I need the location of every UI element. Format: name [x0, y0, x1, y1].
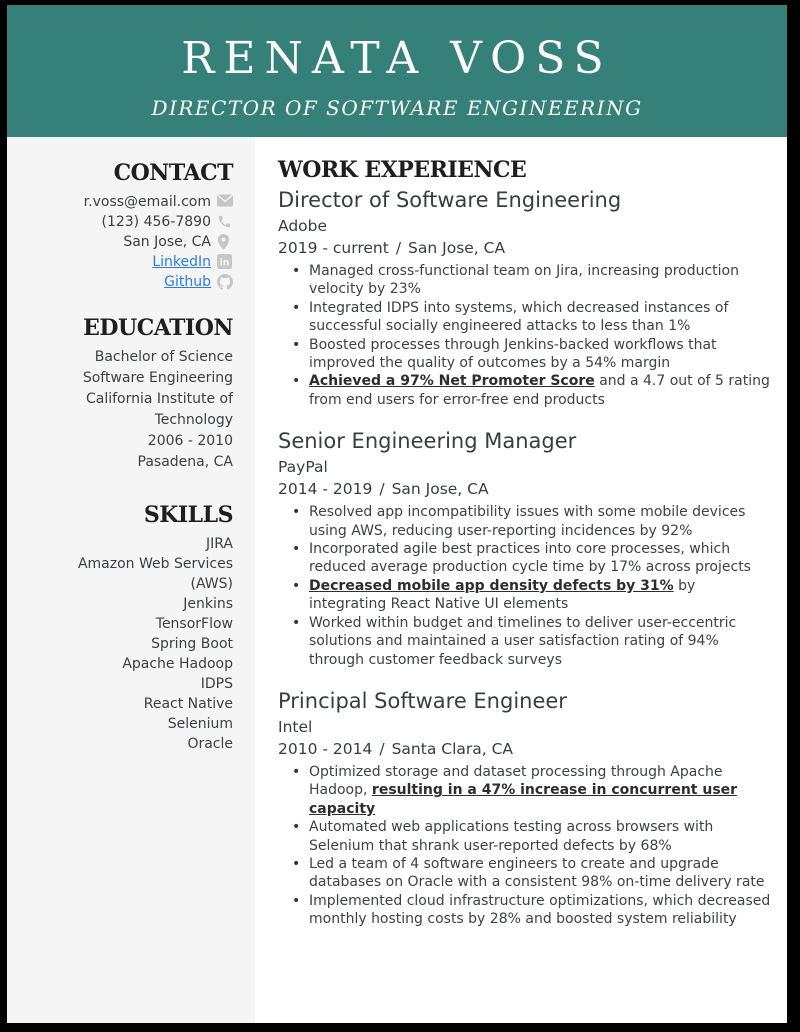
- resume-body: [7, 137, 787, 1023]
- bullet-text: Incorporated agile best practices into core processes, which reduced average production cycle time by 17% across projects: [309, 541, 751, 576]
- skill-item: Amazon Web Services (AWS): [77, 556, 233, 592]
- skills-heading: SKILLS: [143, 502, 233, 528]
- education-line: Bachelor of Science: [94, 349, 233, 365]
- contact-item: [48, 272, 233, 292]
- contact-item: [48, 232, 233, 252]
- contact-item: [48, 212, 233, 232]
- job-entry: [278, 689, 771, 929]
- bullet-text: and a 4.7 out of 5 rating from end users for error-free end products: [309, 373, 770, 408]
- phone-icon: [217, 214, 233, 230]
- education-line: California Institute of Technology: [85, 391, 233, 428]
- education-line: 2006 - 2010: [147, 433, 233, 449]
- education-list: [48, 347, 233, 473]
- bullet-highlight: Decreased mobile app density defects by 31%: [309, 577, 674, 594]
- skill-item: Jenkins: [183, 596, 233, 612]
- skill-item: IDPS: [200, 676, 233, 692]
- job-company: Adobe: [278, 217, 328, 235]
- job-dates: 2010 - 2014: [278, 739, 373, 758]
- skill-item: React Native: [143, 696, 233, 712]
- skill-item: Apache Hadoop: [122, 656, 233, 672]
- job-entry: [278, 188, 771, 409]
- skills-list: [48, 534, 233, 754]
- job-location: Santa Clara, CA: [391, 739, 514, 758]
- job-bullet: [309, 299, 771, 336]
- contact-list: [48, 192, 233, 292]
- job-bullet: [309, 614, 771, 669]
- skills-section: [48, 503, 233, 754]
- sidebar: [7, 137, 255, 1023]
- job-bullet: [309, 262, 771, 299]
- job-bullets: [278, 503, 771, 669]
- dates-location-separator: /: [379, 480, 385, 499]
- contact-item: [48, 192, 233, 212]
- svg-text:in: in: [219, 257, 230, 269]
- job-title: Director of Software Engineering: [278, 188, 622, 212]
- skill-item: Selenium: [167, 716, 233, 732]
- job-bullets: [278, 262, 771, 409]
- bullet-text: by integrating React Native UI elements: [309, 577, 696, 613]
- dates-location-separator: /: [395, 239, 402, 257]
- contact-heading: CONTACT: [113, 160, 233, 186]
- main-column: [255, 137, 787, 1023]
- bullet-highlight: Achieved a 97% Net Promoter Score: [309, 373, 595, 390]
- job-dates-location: [278, 479, 771, 499]
- job-bullet: [309, 892, 771, 929]
- skill-item: TensorFlow: [155, 616, 233, 632]
- person-job-title: DIRECTOR OF SOFTWARE ENGINEERING: [151, 96, 643, 120]
- resume-header: [7, 5, 787, 137]
- linkedin-icon: [217, 254, 233, 270]
- bullet-text: Managed cross-functional team on Jira, increasing production velocity by 23%: [309, 263, 739, 298]
- bullet-text: Worked within budget and timelines to deliver user-eccentric solutions and maintained a user satisfaction rating of 94% through customer feedback surveys: [309, 614, 737, 668]
- github-icon: [217, 274, 233, 290]
- education-line: Pasadena, CA: [137, 454, 233, 470]
- contact-section: [48, 161, 233, 292]
- education-heading: EDUCATION: [83, 315, 233, 341]
- job-dates-location: [278, 238, 771, 258]
- education-section: [48, 316, 233, 473]
- contact-link[interactable]: LinkedIn: [152, 254, 211, 270]
- contact-text: (123) 456-7890: [101, 214, 211, 230]
- bullet-text: Boosted processes through Jenkins-backed workflows that improved the quality of outcomes by a 54% margin: [309, 336, 717, 372]
- contact-item: [48, 252, 233, 272]
- job-dates-location: [278, 739, 771, 759]
- bullet-text: Resolved app incompatibility issues with some mobile devices using AWS, reducing user-reporting incidences by 92%: [309, 504, 746, 539]
- job-title: Senior Engineering Manager: [278, 429, 577, 454]
- resume-page: [7, 5, 787, 1023]
- job-dates: 2014 - 2019: [278, 480, 373, 499]
- dates-location-separator: /: [379, 739, 385, 758]
- jobs-list: [278, 188, 771, 929]
- job-location: San Jose, CA: [408, 239, 506, 257]
- job-company: Intel: [278, 717, 313, 736]
- contact-text: San Jose, CA: [123, 234, 211, 250]
- bullet-text: Optimized storage and dataset processing through Apache Hadoop,: [309, 763, 723, 799]
- skill-item: Oracle: [187, 736, 233, 752]
- work-experience-heading: WORK EXPERIENCE: [278, 157, 527, 183]
- job-bullet: [309, 503, 771, 540]
- contact-text: r.voss@email.com: [83, 194, 211, 210]
- bullet-text: Integrated IDPS into systems, which decreased instances of successful socially engineered attacks to less than 1%: [309, 299, 729, 335]
- job-bullets: [278, 763, 771, 929]
- job-entry: [278, 429, 771, 669]
- location-pin-icon: [217, 234, 233, 250]
- job-bullet: [309, 855, 771, 892]
- job-bullet: [309, 818, 771, 855]
- bullet-text: Led a team of 4 software engineers to create and upgrade databases on Oracle with a consistent 98% on-time delivery rate: [309, 855, 765, 891]
- job-bullet: [309, 577, 771, 614]
- envelope-icon: [217, 194, 233, 210]
- job-company: PayPal: [278, 458, 328, 477]
- contact-link[interactable]: Github: [164, 274, 211, 290]
- person-name: RENATA VOSS: [181, 33, 613, 84]
- bullet-highlight: resulting in a 47% increase in concurrent user capacity: [309, 782, 738, 817]
- job-location: San Jose, CA: [391, 480, 489, 499]
- education-line: Software Engineering: [82, 370, 233, 386]
- job-bullet: [309, 372, 771, 409]
- bullet-text: Implemented cloud infrastructure optimizations, which decreased monthly hosting costs by 28% and boosted system reliability: [309, 892, 771, 928]
- job-bullet: [309, 540, 771, 577]
- skill-item: Spring Boot: [151, 636, 233, 652]
- job-title: Principal Software Engineer: [278, 688, 567, 713]
- job-bullet: [309, 763, 771, 818]
- job-dates: 2019 - current: [278, 239, 389, 257]
- skill-item: JIRA: [206, 536, 233, 552]
- job-bullet: [309, 336, 771, 373]
- bullet-text: Automated web applications testing across browsers with Selenium that shrank user-reported defects by 68%: [309, 819, 714, 854]
